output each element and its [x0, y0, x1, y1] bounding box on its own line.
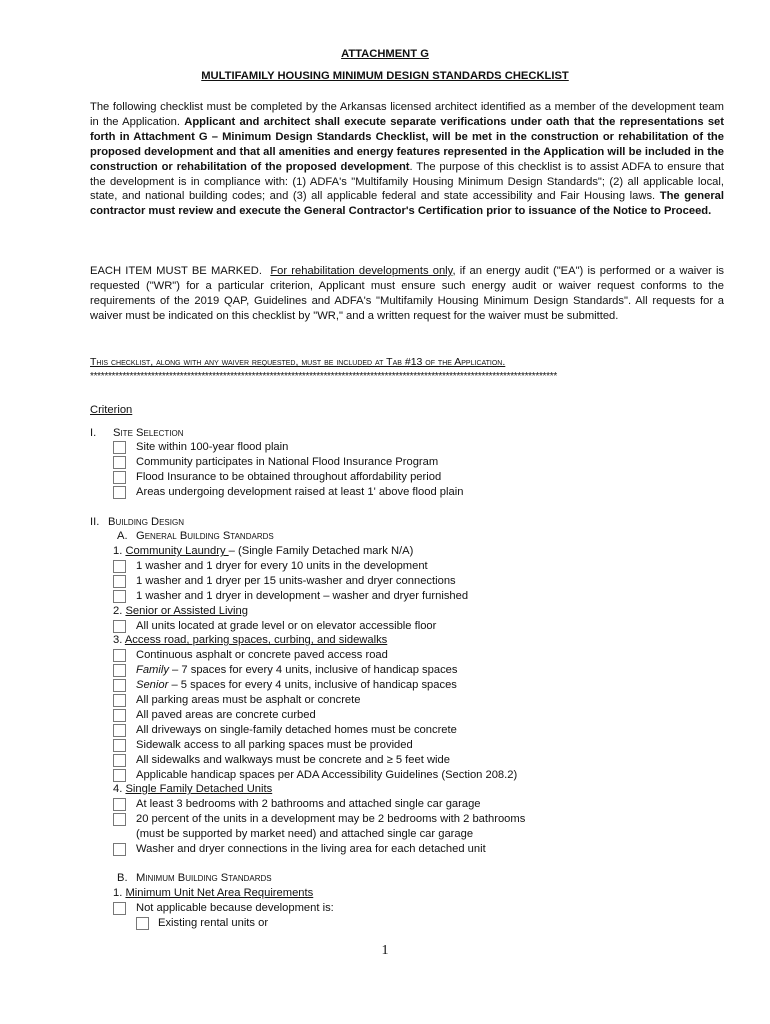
senior-title: Senior or Assisted Living [125, 605, 248, 617]
marking-instructions [90, 264, 724, 324]
access-heading [113, 633, 387, 648]
checkbox-sidewalk-access[interactable] [113, 739, 126, 752]
page-number: 1 [381, 943, 389, 958]
item-laundry-10: 1 washer and 1 dryer for every 10 units in the development [136, 560, 428, 572]
access-number: 3. [113, 634, 123, 646]
criterion-label: Criterion [90, 404, 133, 416]
checkbox-laundry-10[interactable] [113, 560, 126, 573]
attachment-heading: ATTACHMENT G [341, 48, 429, 60]
checkbox-laundry-furnished[interactable] [113, 590, 126, 603]
access-title: Access road, parking spaces, curbing, and sidewalks [124, 634, 388, 646]
subsection-a-title: General Building Standards [136, 530, 274, 542]
document-title: MULTIFAMILY HOUSING MINIMUM DESIGN STANDARDS CHECKLIST [201, 70, 569, 82]
checkbox-ada-spaces[interactable] [113, 769, 126, 782]
item-parking-surface: All parking areas must be asphalt or concrete [136, 694, 361, 706]
intro-text: The following checklist must be completed by the Arkansas licensed architect identified as a member of the development team in the Application. [90, 101, 724, 128]
checkbox-raised-areas[interactable] [113, 486, 126, 499]
laundry-number: 1. [113, 545, 123, 557]
checkbox-2-bedrooms[interactable] [113, 813, 126, 826]
checkbox-family-parking[interactable] [113, 664, 126, 677]
section-1-number: I. [90, 427, 97, 439]
checkbox-flood-insurance[interactable] [113, 471, 126, 484]
checkbox-not-applicable[interactable] [113, 902, 126, 915]
rehab-only-text: For rehabilitation developments only [270, 265, 453, 277]
item-existing-rental: Existing rental units or [158, 917, 269, 929]
checkbox-parking-surface[interactable] [113, 694, 126, 707]
item-laundry-15: 1 washer and 1 dryer per 15 units-washer and dryer connections [136, 575, 456, 587]
laundry-note: – (Single Family Detached mark N/A) [228, 545, 414, 557]
waiver-text: , if an energy audit ("EA") is performed or a waiver is requested ("WR") for a particular criterion, Applicant must ensure such energy audit or waiver request conforms to the requirements of the 2019 QAP, Guidelines and ADFA's "Multifamily Housing Minimum Design Standards". All requests for a waiver must be indicated on this checklist by "WR," and a written request for the waiver must be submitted. [90, 265, 725, 322]
section-2-number: II. [90, 516, 100, 528]
subsection-b-title: Minimum Building Standards [136, 872, 272, 884]
item-laundry-furnished: 1 washer and 1 dryer in development – washer and dryer furnished [136, 590, 469, 602]
subsection-b-letter: B. [117, 872, 128, 884]
senior-label: Senior [136, 679, 169, 691]
item-flood-plain: Site within 100-year flood plain [136, 441, 289, 453]
item-curbed: All paved areas are concrete curbed [136, 709, 316, 721]
senior-parking-text: – 5 spaces for every 4 units, inclusive of handicap spaces [168, 679, 457, 691]
senior-number: 2. [113, 605, 123, 617]
item-flood-insurance: Flood Insurance to be obtained throughout affordability period [136, 471, 442, 483]
checkbox-curbed[interactable] [113, 709, 126, 722]
checkbox-nfip[interactable] [113, 456, 126, 469]
item-driveways: All driveways on single-family detached homes must be concrete [136, 724, 457, 736]
min-area-title: Minimum Unit Net Area Requirements [125, 887, 314, 899]
item-washer-connections: Washer and dryer connections in the living area for each detached unit [136, 843, 486, 855]
item-grade-level: All units located at grade level or on elevator accessible floor [136, 620, 437, 632]
sfd-number: 4. [113, 783, 123, 795]
intro-paragraph [90, 100, 724, 219]
checkbox-senior-parking[interactable] [113, 679, 126, 692]
senior-heading [113, 604, 248, 619]
item-access-road: Continuous asphalt or concrete paved access road [136, 649, 388, 661]
checkbox-grade-level[interactable] [113, 620, 126, 633]
checkbox-laundry-15[interactable] [113, 575, 126, 588]
tab-notice: This checklist, along with any waiver requested, must be included at Tab #13 of the Application. [90, 356, 506, 368]
intro-bold-text: Applicant and architect shall execute separate verifications under oath that the representations set forth in Attachment G – Minimum Design Standards Checklist, will be met in the construction or rehabilitation of the proposed development and that all amenities and energy features represented in the Application will be included in the construction or rehabilitation of the proposed development [90, 115, 725, 173]
checkbox-washer-connections[interactable] [113, 843, 126, 856]
checkbox-existing-rental[interactable] [136, 917, 149, 930]
contractor-notice: The general contractor must review and execute the General Contractor's Certification prior to issuance of the Notice to Proceed. [90, 190, 725, 218]
family-parking-text: – 7 spaces for every 4 units, inclusive of handicap spaces [168, 664, 458, 676]
section-2-title: Building Design [108, 516, 184, 528]
item-nfip: Community participates in National Flood Insurance Program [136, 456, 439, 468]
item-family-parking [136, 663, 458, 678]
item-3-bedrooms: At least 3 bedrooms with 2 bathrooms and attached single car garage [136, 798, 481, 810]
sfd-title: Single Family Detached Units [125, 783, 273, 795]
separator-stars: ********************************************************************************************************************************** [90, 371, 557, 382]
item-not-applicable: Not applicable because development is: [136, 902, 334, 914]
min-area-number: 1. [113, 887, 123, 899]
item-sidewalk-width: All sidewalks and walkways must be concrete and ≥ 5 feet wide [136, 754, 450, 766]
item-senior-parking [136, 678, 457, 693]
checkbox-sidewalk-width[interactable] [113, 754, 126, 767]
item-2-bedrooms-cont: (must be supported by market need) and attached single car garage [136, 828, 474, 840]
laundry-title: Community Laundry [125, 545, 229, 557]
section-1-title: Site Selection [113, 427, 184, 439]
intro-rest-text: . The purpose of this checklist is to assist ADFA to ensure that the development is in compliance with: (1) ADFA's "Multifamily Housing Minimum Design Standards"; (2) all applicable local, state, and national building codes; and (3) all applicable federal and state accessibility and Fair Housing laws. [90, 160, 724, 203]
checkbox-flood-plain[interactable] [113, 441, 126, 454]
sfd-heading [113, 782, 272, 797]
item-raised-areas: Areas undergoing development raised at least 1' above flood plain [136, 486, 464, 498]
min-area-heading [113, 886, 313, 901]
checkbox-access-road[interactable] [113, 649, 126, 662]
laundry-heading [113, 544, 413, 559]
checkbox-3-bedrooms[interactable] [113, 798, 126, 811]
each-item-text: EACH ITEM MUST BE MARKED. [90, 265, 262, 277]
item-sidewalk-access: Sidewalk access to all parking spaces must be provided [136, 739, 413, 751]
item-ada-spaces: Applicable handicap spaces per ADA Accessibility Guidelines (Section 208.2) [136, 769, 518, 781]
subsection-a-letter: A. [117, 530, 128, 542]
checkbox-driveways[interactable] [113, 724, 126, 737]
item-2-bedrooms: 20 percent of the units in a development may be 2 bedrooms with 2 bathrooms [136, 813, 526, 825]
family-label: Family [136, 664, 169, 676]
